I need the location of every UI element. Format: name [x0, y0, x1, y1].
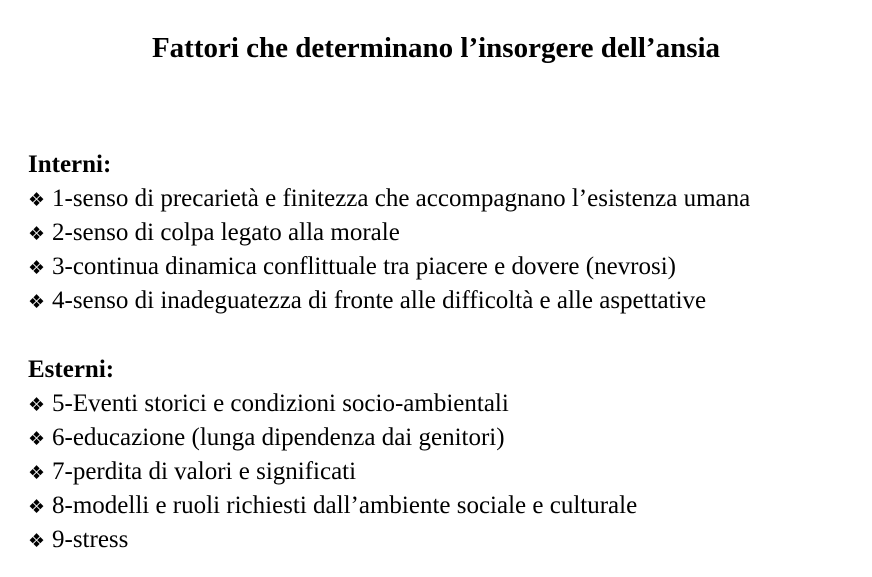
four-petal-diamond-bullet-icon: ❖ — [28, 462, 46, 484]
list-item — [28, 284, 750, 318]
section-interni — [28, 150, 750, 318]
list-item — [28, 387, 637, 421]
list-item-text: 9-stress — [52, 526, 129, 553]
list-item-text: 3-continua dinamica conflittuale tra piacere e dovere (nevrosi) — [52, 253, 677, 280]
list-item — [28, 489, 637, 523]
list-esterni — [28, 387, 637, 557]
list-item — [28, 250, 750, 284]
list-item — [28, 523, 637, 557]
list-item-text: 2-senso di colpa legato alla morale — [52, 219, 400, 246]
list-item — [28, 421, 637, 455]
four-petal-diamond-bullet-icon: ❖ — [28, 530, 46, 552]
list-item — [28, 455, 637, 489]
section-heading-esterni: Esterni: — [28, 356, 115, 383]
four-petal-diamond-bullet-icon: ❖ — [28, 428, 46, 450]
section-esterni — [28, 355, 637, 557]
four-petal-diamond-bullet-icon: ❖ — [28, 496, 46, 518]
list-item — [28, 216, 750, 250]
list-item — [28, 182, 750, 216]
list-item-text: 8-modelli e ruoli richiesti dall’ambiente sociale e culturale — [52, 492, 638, 519]
list-item-text: 7-perdita di valori e significati — [52, 458, 357, 485]
list-interni — [28, 182, 750, 318]
list-item-text: 1-senso di precarietà e finitezza che accompagnano l’esistenza umana — [52, 185, 751, 212]
section-heading-interni: Interni: — [28, 151, 112, 178]
four-petal-diamond-bullet-icon: ❖ — [28, 257, 46, 279]
list-item-text: 6-educazione (lunga dipendenza dai genitori) — [52, 424, 505, 451]
list-item-text: 4-senso di inadeguatezza di fronte alle difficoltà e alle aspettative — [52, 287, 707, 314]
page-title: Fattori che determinano l’insorgere dell’ansia — [151, 32, 721, 64]
four-petal-diamond-bullet-icon: ❖ — [28, 223, 46, 245]
four-petal-diamond-bullet-icon: ❖ — [28, 394, 46, 416]
four-petal-diamond-bullet-icon: ❖ — [28, 291, 46, 313]
four-petal-diamond-bullet-icon: ❖ — [28, 189, 46, 211]
list-item-text: 5-Eventi storici e condizioni socio-ambientali — [52, 390, 509, 417]
